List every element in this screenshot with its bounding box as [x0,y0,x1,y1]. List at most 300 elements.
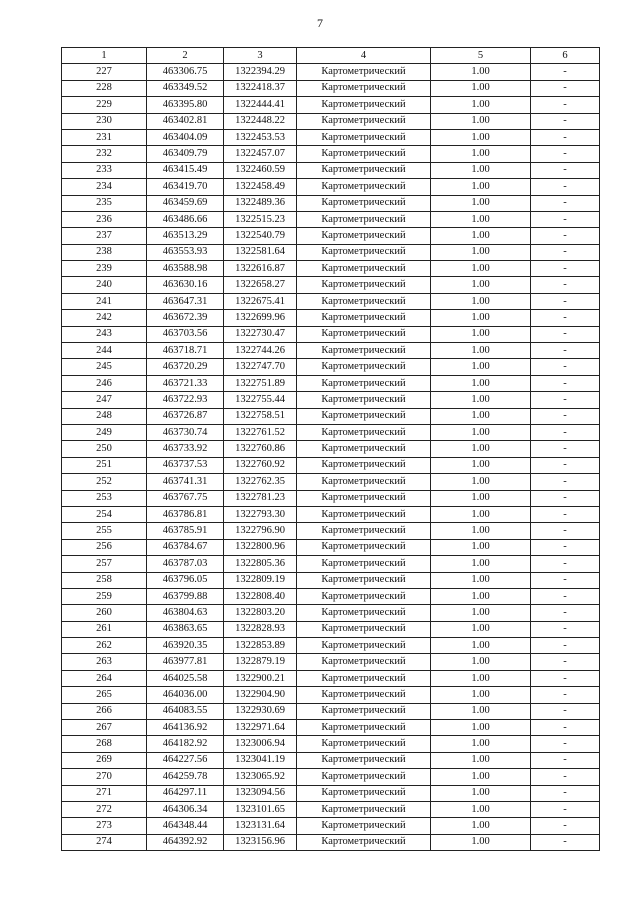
table-row [62,277,600,293]
accuracy-cell: 1.00 [431,343,531,359]
point-number-cell: 255 [62,523,147,539]
y-coordinate-cell: 1322904.90 [224,687,297,703]
table-row [62,113,600,129]
description-cell: - [531,195,600,211]
x-coordinate-cell: 463395.80 [147,97,224,113]
y-coordinate-cell: 1322747.70 [224,359,297,375]
table-row [62,523,600,539]
table-row [62,720,600,736]
description-cell: - [531,556,600,572]
x-coordinate-cell: 464297.11 [147,785,224,801]
description-cell: - [531,539,600,555]
y-coordinate-cell: 1322658.27 [224,277,297,293]
method-cell: Картометрический [297,97,431,113]
description-cell: - [531,343,600,359]
table-row [62,80,600,96]
description-cell: - [531,769,600,785]
y-coordinate-cell: 1323006.94 [224,736,297,752]
point-number-cell: 264 [62,670,147,686]
table-row [62,818,600,834]
method-cell: Картометрический [297,441,431,457]
table-row [62,736,600,752]
y-coordinate-cell: 1322808.40 [224,588,297,604]
x-coordinate-cell: 463786.81 [147,506,224,522]
method-cell: Картометрический [297,80,431,96]
accuracy-cell: 1.00 [431,113,531,129]
accuracy-cell: 1.00 [431,638,531,654]
y-coordinate-cell: 1322460.59 [224,162,297,178]
x-coordinate-cell: 463718.71 [147,343,224,359]
accuracy-cell: 1.00 [431,588,531,604]
table-row [62,326,600,342]
method-cell: Картометрический [297,720,431,736]
table-row [62,97,600,113]
table-row [62,375,600,391]
x-coordinate-cell: 464025.58 [147,670,224,686]
y-coordinate-cell: 1322793.30 [224,506,297,522]
x-coordinate-cell: 463722.93 [147,392,224,408]
method-cell: Картометрический [297,474,431,490]
y-coordinate-cell: 1322453.53 [224,129,297,145]
accuracy-cell: 1.00 [431,474,531,490]
description-cell: - [531,129,600,145]
point-number-cell: 271 [62,785,147,801]
y-coordinate-cell: 1322760.92 [224,457,297,473]
description-cell: - [531,146,600,162]
method-cell: Картометрический [297,228,431,244]
x-coordinate-cell: 463415.49 [147,162,224,178]
table-row [62,834,600,850]
x-coordinate-cell: 463588.98 [147,261,224,277]
description-cell: - [531,277,600,293]
method-cell: Картометрический [297,359,431,375]
x-coordinate-cell: 463404.09 [147,129,224,145]
accuracy-cell: 1.00 [431,703,531,719]
x-coordinate-cell: 463459.69 [147,195,224,211]
method-cell: Картометрический [297,244,431,260]
point-number-cell: 274 [62,834,147,850]
point-number-cell: 227 [62,64,147,80]
y-coordinate-cell: 1323065.92 [224,769,297,785]
table-row [62,670,600,686]
method-cell: Картометрический [297,572,431,588]
column-header: 6 [531,48,600,64]
y-coordinate-cell: 1322699.96 [224,310,297,326]
x-coordinate-cell: 464306.34 [147,801,224,817]
description-cell: - [531,310,600,326]
description-cell: - [531,179,600,195]
table-row [62,572,600,588]
x-coordinate-cell: 463977.81 [147,654,224,670]
column-header: 2 [147,48,224,64]
table-row [62,654,600,670]
y-coordinate-cell: 1322489.36 [224,195,297,211]
point-number-cell: 233 [62,162,147,178]
method-cell: Картометрический [297,638,431,654]
table-row [62,490,600,506]
accuracy-cell: 1.00 [431,80,531,96]
method-cell: Картометрический [297,424,431,440]
description-cell: - [531,424,600,440]
point-number-cell: 272 [62,801,147,817]
x-coordinate-cell: 463402.81 [147,113,224,129]
description-cell: - [531,523,600,539]
point-number-cell: 238 [62,244,147,260]
accuracy-cell: 1.00 [431,834,531,850]
method-cell: Картометрический [297,834,431,850]
point-number-cell: 234 [62,179,147,195]
point-number-cell: 230 [62,113,147,129]
description-cell: - [531,211,600,227]
method-cell: Картометрический [297,703,431,719]
y-coordinate-cell: 1322581.64 [224,244,297,260]
point-number-cell: 240 [62,277,147,293]
x-coordinate-cell: 463486.66 [147,211,224,227]
x-coordinate-cell: 463553.93 [147,244,224,260]
x-coordinate-cell: 464227.56 [147,752,224,768]
accuracy-cell: 1.00 [431,441,531,457]
table-row [62,769,600,785]
description-cell: - [531,621,600,637]
table-row [62,752,600,768]
table-header [62,48,600,64]
y-coordinate-cell: 1322755.44 [224,392,297,408]
point-number-cell: 232 [62,146,147,162]
description-cell: - [531,720,600,736]
y-coordinate-cell: 1322675.41 [224,293,297,309]
point-number-cell: 247 [62,392,147,408]
description-cell: - [531,228,600,244]
table-row [62,129,600,145]
accuracy-cell: 1.00 [431,605,531,621]
accuracy-cell: 1.00 [431,392,531,408]
accuracy-cell: 1.00 [431,801,531,817]
table-row [62,310,600,326]
description-cell: - [531,588,600,604]
point-number-cell: 231 [62,129,147,145]
description-cell: - [531,834,600,850]
table-row [62,261,600,277]
point-number-cell: 252 [62,474,147,490]
accuracy-cell: 1.00 [431,228,531,244]
table-row [62,638,600,654]
description-cell: - [531,261,600,277]
method-cell: Картометрический [297,752,431,768]
point-number-cell: 267 [62,720,147,736]
method-cell: Картометрический [297,818,431,834]
x-coordinate-cell: 463419.70 [147,179,224,195]
y-coordinate-cell: 1322761.52 [224,424,297,440]
point-number-cell: 268 [62,736,147,752]
table-row [62,162,600,178]
table-row [62,785,600,801]
point-number-cell: 243 [62,326,147,342]
method-cell: Картометрический [297,408,431,424]
description-cell: - [531,703,600,719]
table-row [62,539,600,555]
table-row [62,441,600,457]
y-coordinate-cell: 1322457.07 [224,146,297,162]
accuracy-cell: 1.00 [431,277,531,293]
accuracy-cell: 1.00 [431,654,531,670]
description-cell: - [531,113,600,129]
accuracy-cell: 1.00 [431,621,531,637]
x-coordinate-cell: 463721.33 [147,375,224,391]
point-number-cell: 263 [62,654,147,670]
accuracy-cell: 1.00 [431,359,531,375]
accuracy-cell: 1.00 [431,785,531,801]
x-coordinate-cell: 463737.53 [147,457,224,473]
accuracy-cell: 1.00 [431,736,531,752]
y-coordinate-cell: 1322796.90 [224,523,297,539]
description-cell: - [531,801,600,817]
method-cell: Картометрический [297,621,431,637]
point-number-cell: 244 [62,343,147,359]
description-cell: - [531,64,600,80]
accuracy-cell: 1.00 [431,293,531,309]
y-coordinate-cell: 1323156.96 [224,834,297,850]
description-cell: - [531,244,600,260]
accuracy-cell: 1.00 [431,769,531,785]
table-row [62,408,600,424]
accuracy-cell: 1.00 [431,818,531,834]
accuracy-cell: 1.00 [431,179,531,195]
table-row [62,343,600,359]
method-cell: Картометрический [297,146,431,162]
method-cell: Картометрический [297,539,431,555]
method-cell: Картометрический [297,687,431,703]
point-number-cell: 242 [62,310,147,326]
method-cell: Картометрический [297,392,431,408]
y-coordinate-cell: 1323101.65 [224,801,297,817]
accuracy-cell: 1.00 [431,457,531,473]
point-number-cell: 235 [62,195,147,211]
y-coordinate-cell: 1322616.87 [224,261,297,277]
y-coordinate-cell: 1322879.19 [224,654,297,670]
y-coordinate-cell: 1322803.20 [224,605,297,621]
table-row [62,64,600,80]
x-coordinate-cell: 463730.74 [147,424,224,440]
column-header: 3 [224,48,297,64]
accuracy-cell: 1.00 [431,310,531,326]
point-number-cell: 239 [62,261,147,277]
y-coordinate-cell: 1323041.19 [224,752,297,768]
description-cell: - [531,392,600,408]
x-coordinate-cell: 463672.39 [147,310,224,326]
x-coordinate-cell: 464182.92 [147,736,224,752]
y-coordinate-cell: 1322744.26 [224,343,297,359]
y-coordinate-cell: 1322730.47 [224,326,297,342]
description-cell: - [531,490,600,506]
x-coordinate-cell: 464348.44 [147,818,224,834]
method-cell: Картометрический [297,605,431,621]
table-row [62,703,600,719]
method-cell: Картометрический [297,490,431,506]
point-number-cell: 237 [62,228,147,244]
accuracy-cell: 1.00 [431,539,531,555]
method-cell: Картометрический [297,588,431,604]
method-cell: Картометрический [297,556,431,572]
accuracy-cell: 1.00 [431,523,531,539]
method-cell: Картометрический [297,736,431,752]
x-coordinate-cell: 464083.55 [147,703,224,719]
header-row [62,48,600,64]
y-coordinate-cell: 1322828.93 [224,621,297,637]
point-number-cell: 270 [62,769,147,785]
coordinates-table [61,47,600,851]
x-coordinate-cell: 463647.31 [147,293,224,309]
y-coordinate-cell: 1322418.37 [224,80,297,96]
y-coordinate-cell: 1322394.29 [224,64,297,80]
x-coordinate-cell: 463799.88 [147,588,224,604]
description-cell: - [531,736,600,752]
x-coordinate-cell: 463741.31 [147,474,224,490]
accuracy-cell: 1.00 [431,244,531,260]
accuracy-cell: 1.00 [431,687,531,703]
method-cell: Картометрический [297,654,431,670]
point-number-cell: 254 [62,506,147,522]
page-number: 7 [317,16,323,30]
description-cell: - [531,638,600,654]
point-number-cell: 258 [62,572,147,588]
accuracy-cell: 1.00 [431,162,531,178]
method-cell: Картометрический [297,326,431,342]
table-row [62,588,600,604]
point-number-cell: 273 [62,818,147,834]
table-row [62,424,600,440]
method-cell: Картометрический [297,211,431,227]
accuracy-cell: 1.00 [431,146,531,162]
y-coordinate-cell: 1322930.69 [224,703,297,719]
description-cell: - [531,326,600,342]
description-cell: - [531,441,600,457]
accuracy-cell: 1.00 [431,556,531,572]
x-coordinate-cell: 463306.75 [147,64,224,80]
method-cell: Картометрический [297,113,431,129]
accuracy-cell: 1.00 [431,261,531,277]
table-body [62,64,600,851]
point-number-cell: 257 [62,556,147,572]
column-header: 4 [297,48,431,64]
table-row [62,621,600,637]
description-cell: - [531,785,600,801]
method-cell: Картометрический [297,506,431,522]
point-number-cell: 256 [62,539,147,555]
table-row [62,801,600,817]
table-row [62,359,600,375]
x-coordinate-cell: 463733.92 [147,441,224,457]
method-cell: Картометрический [297,195,431,211]
accuracy-cell: 1.00 [431,572,531,588]
x-coordinate-cell: 463720.29 [147,359,224,375]
point-number-cell: 248 [62,408,147,424]
point-number-cell: 261 [62,621,147,637]
method-cell: Картометрический [297,785,431,801]
point-number-cell: 246 [62,375,147,391]
x-coordinate-cell: 464136.92 [147,720,224,736]
y-coordinate-cell: 1323094.56 [224,785,297,801]
accuracy-cell: 1.00 [431,375,531,391]
table-row [62,146,600,162]
description-cell: - [531,818,600,834]
description-cell: - [531,474,600,490]
y-coordinate-cell: 1322809.19 [224,572,297,588]
point-number-cell: 262 [62,638,147,654]
y-coordinate-cell: 1322805.36 [224,556,297,572]
y-coordinate-cell: 1322853.89 [224,638,297,654]
table-row [62,228,600,244]
accuracy-cell: 1.00 [431,424,531,440]
point-number-cell: 245 [62,359,147,375]
method-cell: Картометрический [297,277,431,293]
description-cell: - [531,97,600,113]
table-row [62,687,600,703]
x-coordinate-cell: 463409.79 [147,146,224,162]
x-coordinate-cell: 463767.75 [147,490,224,506]
y-coordinate-cell: 1322762.35 [224,474,297,490]
description-cell: - [531,162,600,178]
table-row [62,244,600,260]
point-number-cell: 229 [62,97,147,113]
method-cell: Картометрический [297,769,431,785]
table-row [62,457,600,473]
method-cell: Картометрический [297,670,431,686]
description-cell: - [531,506,600,522]
description-cell: - [531,605,600,621]
accuracy-cell: 1.00 [431,720,531,736]
description-cell: - [531,654,600,670]
description-cell: - [531,572,600,588]
table-row [62,179,600,195]
description-cell: - [531,670,600,686]
accuracy-cell: 1.00 [431,211,531,227]
y-coordinate-cell: 1322781.23 [224,490,297,506]
point-number-cell: 253 [62,490,147,506]
y-coordinate-cell: 1322758.51 [224,408,297,424]
y-coordinate-cell: 1322444.41 [224,97,297,113]
accuracy-cell: 1.00 [431,670,531,686]
method-cell: Картометрический [297,375,431,391]
x-coordinate-cell: 464392.92 [147,834,224,850]
y-coordinate-cell: 1323131.64 [224,818,297,834]
method-cell: Картометрический [297,343,431,359]
description-cell: - [531,687,600,703]
table-row [62,474,600,490]
y-coordinate-cell: 1322458.49 [224,179,297,195]
table-row [62,556,600,572]
accuracy-cell: 1.00 [431,64,531,80]
point-number-cell: 250 [62,441,147,457]
point-number-cell: 269 [62,752,147,768]
method-cell: Картометрический [297,162,431,178]
x-coordinate-cell: 463349.52 [147,80,224,96]
description-cell: - [531,457,600,473]
x-coordinate-cell: 463784.67 [147,539,224,555]
y-coordinate-cell: 1322760.86 [224,441,297,457]
description-cell: - [531,375,600,391]
point-number-cell: 251 [62,457,147,473]
x-coordinate-cell: 463726.87 [147,408,224,424]
accuracy-cell: 1.00 [431,326,531,342]
table-row [62,195,600,211]
point-number-cell: 266 [62,703,147,719]
y-coordinate-cell: 1322515.23 [224,211,297,227]
point-number-cell: 259 [62,588,147,604]
method-cell: Картометрический [297,523,431,539]
table-row [62,392,600,408]
point-number-cell: 228 [62,80,147,96]
x-coordinate-cell: 463804.63 [147,605,224,621]
